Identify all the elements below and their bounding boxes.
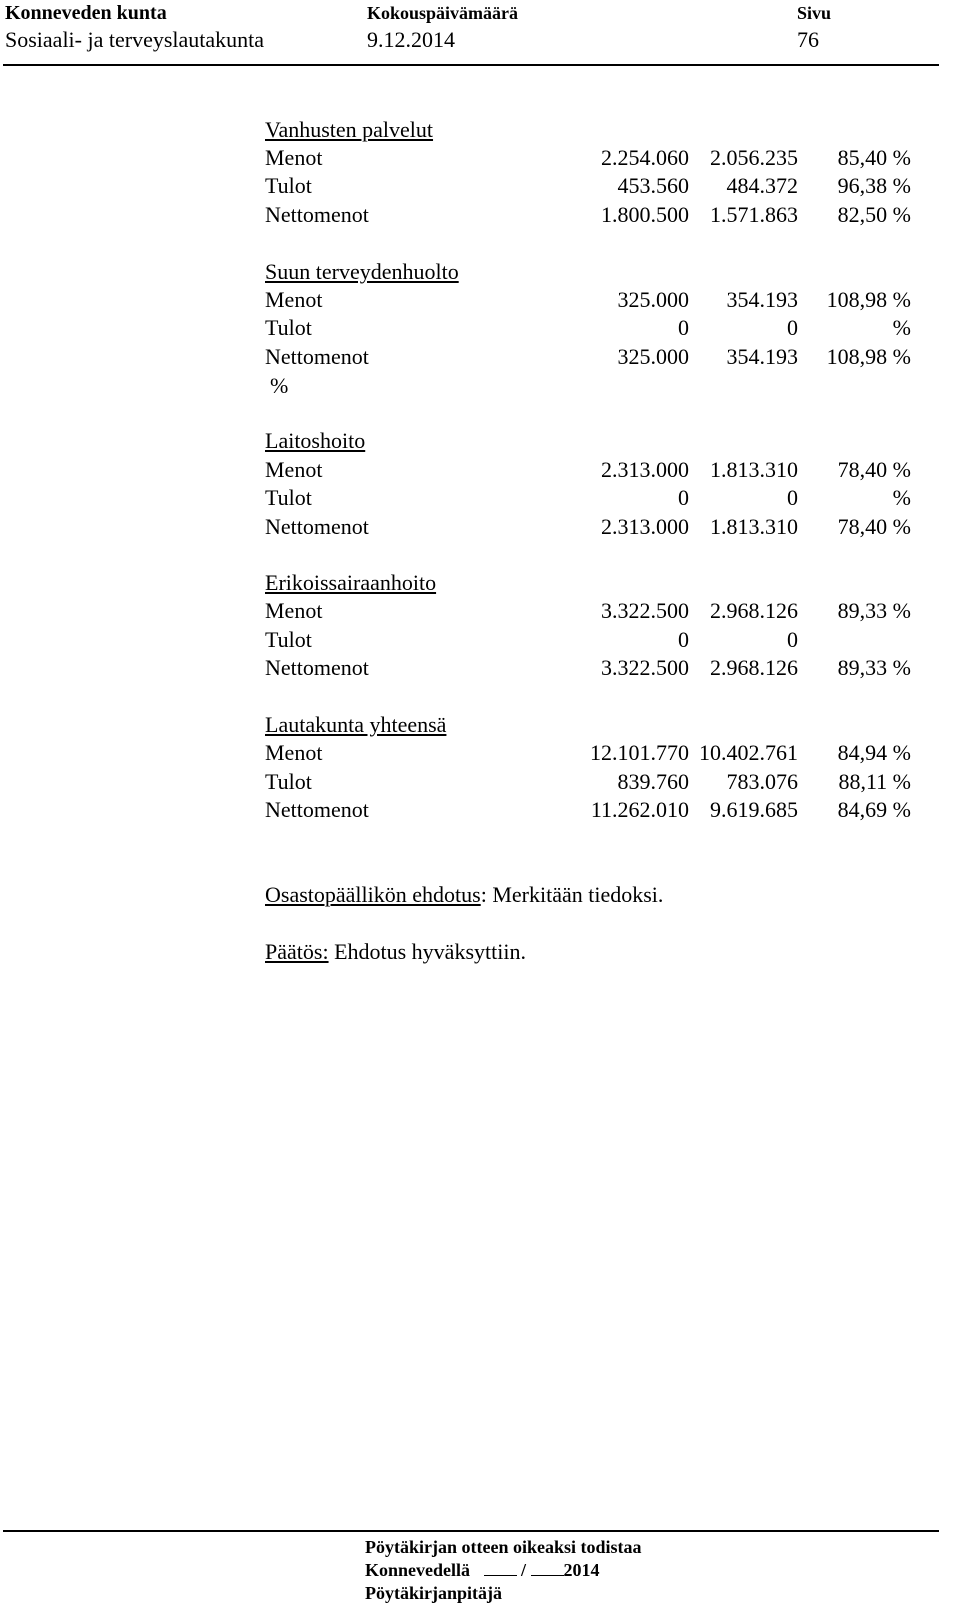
- row-label: Nettomenot: [265, 344, 369, 369]
- budget-value: 2.313.000: [601, 457, 689, 482]
- percent-value: 89,33 %: [837, 598, 911, 623]
- percent-value: 84,69 %: [837, 797, 911, 822]
- decision-text: Ehdotus hyväksyttiin.: [328, 939, 526, 964]
- budget-value: 12.101.770: [590, 740, 689, 765]
- month-blank: [531, 1559, 564, 1576]
- row-label: Nettomenot: [265, 797, 369, 822]
- budget-value: 325.000: [617, 344, 689, 369]
- footer-divider: [3, 1530, 939, 1532]
- page-number: 76: [797, 27, 819, 52]
- budget-value: 3.322.500: [601, 655, 689, 680]
- actual-value: 2.968.126: [710, 598, 798, 623]
- percent-value: 78,40 %: [837, 514, 911, 539]
- row-label: Menot: [265, 287, 323, 312]
- percent-value: %: [892, 485, 911, 510]
- actual-value: 354.193: [726, 344, 798, 369]
- budget-value: 839.760: [617, 769, 689, 794]
- stray-percent-sign: %: [270, 373, 289, 398]
- actual-value: 10.402.761: [699, 740, 798, 765]
- row-label: Tulot: [265, 315, 312, 340]
- budget-value: 325.000: [617, 287, 689, 312]
- percent-value: 89,33 %: [837, 655, 911, 680]
- budget-value: 3.322.500: [601, 598, 689, 623]
- meeting-date-value: 9.12.2014: [367, 27, 455, 52]
- actual-value: 1.813.310: [710, 457, 798, 482]
- row-label: Tulot: [265, 173, 312, 198]
- actual-value: 0: [787, 485, 798, 510]
- page-label: Sivu: [797, 3, 832, 23]
- percent-value: 108,98 %: [826, 287, 911, 312]
- percent-value: 84,94 %: [837, 740, 911, 765]
- row-label: Menot: [265, 598, 323, 623]
- budget-value: 0: [678, 485, 689, 510]
- percent-value: 88,11 %: [838, 769, 911, 794]
- percent-value: 108,98 %: [826, 344, 911, 369]
- percent-value: %: [892, 315, 911, 340]
- budget-value: 11.262.010: [590, 797, 689, 822]
- section-title: Erikoissairaanhoito: [265, 570, 437, 595]
- row-label: Tulot: [265, 769, 312, 794]
- actual-value: 2.968.126: [710, 655, 798, 680]
- proposal-text: Merkitään tiedoksi.: [486, 882, 664, 907]
- day-blank: [484, 1559, 517, 1576]
- budget-value: 0: [678, 315, 689, 340]
- budget-value: 2.254.060: [601, 145, 689, 170]
- decision-paragraph: [265, 938, 526, 966]
- actual-value: 1.813.310: [710, 514, 798, 539]
- section-title: Vanhusten palvelut: [265, 117, 434, 142]
- certification-place-date: [365, 1559, 600, 1581]
- row-label: Nettomenot: [265, 202, 369, 227]
- header-divider: [3, 64, 939, 66]
- proposal-paragraph: [265, 881, 663, 909]
- meeting-date-label: Kokouspäivämäärä: [367, 3, 519, 23]
- certification-line: Pöytäkirjan otteen oikeaksi todistaa: [365, 1537, 642, 1557]
- actual-value: 1.571.863: [710, 202, 798, 227]
- row-label: Nettomenot: [265, 655, 369, 680]
- row-label: Menot: [265, 457, 323, 482]
- percent-value: 85,40 %: [837, 145, 911, 170]
- actual-value: 783.076: [726, 769, 798, 794]
- budget-value: 453.560: [617, 173, 689, 198]
- section-title: Laitoshoito: [265, 428, 366, 453]
- budget-value: 0: [678, 627, 689, 652]
- actual-value: 2.056.235: [710, 145, 798, 170]
- row-label: Tulot: [265, 485, 312, 510]
- actual-value: 0: [787, 315, 798, 340]
- row-label: Menot: [265, 145, 323, 170]
- section-title: Suun terveydenhuolto: [265, 259, 459, 284]
- budget-value: 2.313.000: [601, 514, 689, 539]
- place-name: Konnevedellä: [365, 1560, 471, 1580]
- actual-value: 0: [787, 627, 798, 652]
- proposal-label: Osastopäällikön ehdotus: [265, 882, 481, 907]
- section-title: Lautakunta yhteensä: [265, 712, 447, 737]
- actual-value: 354.193: [726, 287, 798, 312]
- row-label: Tulot: [265, 627, 312, 652]
- budget-value: 1.800.500: [601, 202, 689, 227]
- percent-value: 82,50 %: [837, 202, 911, 227]
- secretary-title: Pöytäkirjanpitäjä: [365, 1583, 502, 1603]
- date-slash: /: [521, 1560, 527, 1580]
- row-label: Menot: [265, 740, 323, 765]
- row-label: Nettomenot: [265, 514, 369, 539]
- decision-label: Päätös:: [265, 939, 329, 964]
- percent-value: 78,40 %: [837, 457, 911, 482]
- percent-value: 96,38 %: [837, 173, 911, 198]
- actual-value: 484.372: [726, 173, 798, 198]
- actual-value: 9.619.685: [710, 797, 798, 822]
- proposal-separator: :: [480, 882, 487, 907]
- board-name: Sosiaali- ja terveyslautakunta: [5, 27, 265, 52]
- municipality-name: Konneveden kunta: [5, 2, 167, 24]
- certification-year: 2014: [563, 1560, 600, 1580]
